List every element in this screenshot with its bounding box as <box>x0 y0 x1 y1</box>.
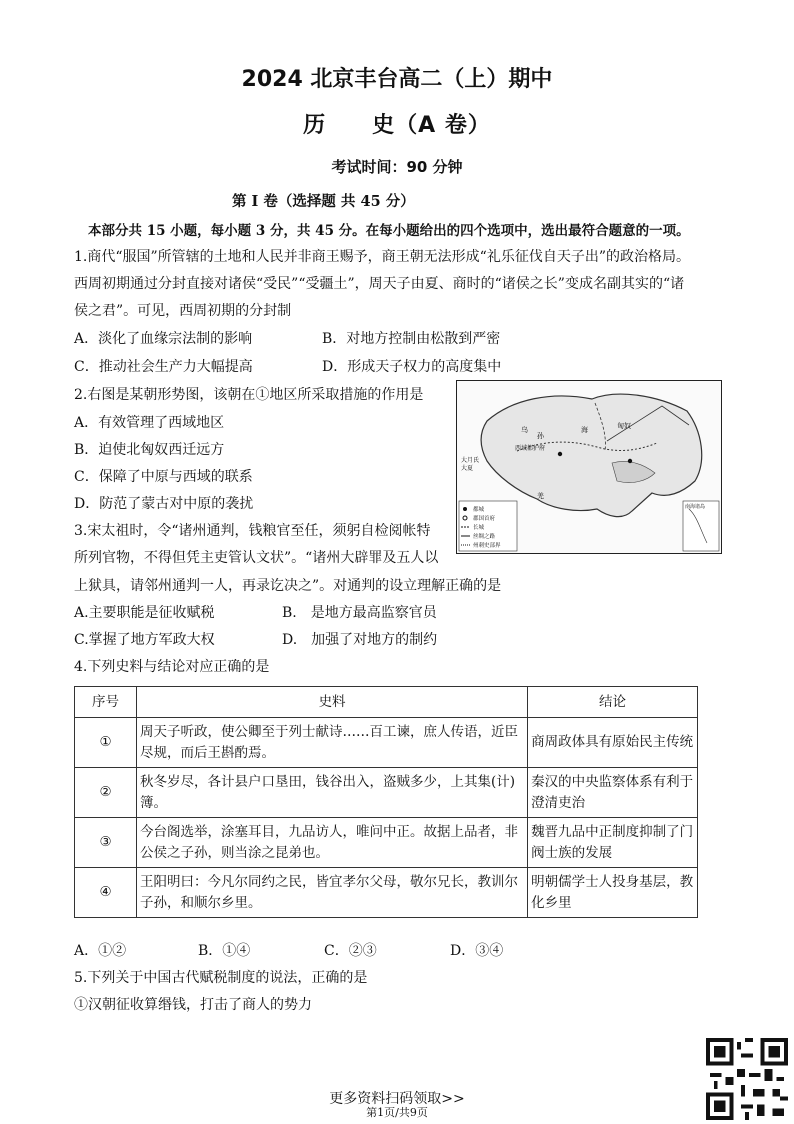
table-row <box>75 768 698 818</box>
part-heading: 第 I 卷（选择题 共 45 分） <box>232 193 415 210</box>
map-label-hai: 海 <box>581 426 588 434</box>
q3-option-c: C.掌握了地方军政大权 <box>74 632 215 648</box>
row-conclusion: 商周政体具有原始民主传统 <box>528 718 698 768</box>
q5-item-1: ①汉朝征收算缗钱，打击了商人的势力 <box>74 997 312 1013</box>
row-source: 秋冬岁尽，各计县户口垦田，钱谷出入，盗贼多少，上其集(计)簿。 <box>137 768 528 818</box>
header-conclusion: 结论 <box>528 687 698 718</box>
legend-great-wall: 长城 <box>473 525 485 531</box>
q4-option-c: C．②③ <box>324 943 377 959</box>
subject-title: 历 史（A 卷） <box>303 113 491 138</box>
legend-silk-road: 丝绸之路 <box>473 534 496 540</box>
q4-table <box>74 686 698 918</box>
inset-label: 南海诸岛 <box>685 504 706 510</box>
page-number: 第1页/共9页 <box>366 1106 428 1119</box>
q4-option-b: B．①④ <box>198 943 251 959</box>
map-label-duhufu: 西域都护府 <box>515 445 546 452</box>
instruction: 本部分共 15 小题，每小题 3 分，共 45 分。在每小题给出的四个选项中，选出最符合题意的一项。 <box>88 223 690 239</box>
q1-line-3: 侯之君”。可见，西周初期的分封制 <box>74 303 292 319</box>
q2-option-d: D．防范了蒙古对中原的袭扰 <box>74 496 254 512</box>
row-no: ② <box>75 768 137 818</box>
footer-more[interactable]: 更多资料扫码领取>> <box>329 1091 465 1107</box>
row-no: ③ <box>75 818 137 868</box>
q5-stem: 5.下列关于中国古代赋税制度的说法，正确的是 <box>74 970 368 986</box>
legend-boundary: 州刺史部界 <box>473 543 501 549</box>
q2-option-c: C．保障了中原与西域的联系 <box>74 469 253 485</box>
header-source: 史料 <box>137 687 528 718</box>
legend-capital: 都城 <box>473 507 485 513</box>
map-label-wu: 乌 <box>521 426 528 434</box>
q1-option-c: C．推动社会生产力大幅提高 <box>74 359 253 375</box>
q3-line-3: 上狱具，请邻州通判一人，再录讫决之”。对通判的设立理解正确的是 <box>74 578 502 594</box>
q2-option-a: A．有效管理了西域地区 <box>74 415 225 431</box>
q4-stem: 4.下列史料与结论对应正确的是 <box>74 659 270 675</box>
map-label-xiongnu: 匈奴 <box>617 422 631 430</box>
q2-option-b: B．迫使北匈奴西迁远方 <box>74 442 225 458</box>
q3-option-b: B. 是地方最高监察官员 <box>282 605 437 621</box>
map-label-qiang: 羌 <box>537 492 544 500</box>
q1-option-a: A．淡化了血缘宗法制的影响 <box>74 331 253 347</box>
table-row <box>75 718 698 768</box>
q1-option-b: B．对地方控制由松散到严密 <box>322 331 501 347</box>
q3-option-d: D. 加强了对地方的制约 <box>282 632 438 648</box>
row-conclusion: 秦汉的中央监察体系有利于澄清吏治 <box>528 768 698 818</box>
exam-time: 考试时间：90 分钟 <box>331 158 463 176</box>
map-label-sun: 孙 <box>537 432 544 440</box>
exam-title: 2024 北京丰台高二（上）期中 <box>241 67 553 92</box>
q3-line-1: 3.宋太祖时，令“诸州通判，钱粮官至任，须躬自检阅帐特 <box>74 523 431 539</box>
q2-stem: 2.右图是某朝形势图，该朝在①地区所采取措施的作用是 <box>74 387 424 403</box>
q4-option-d: D．③④ <box>450 943 504 959</box>
q3-option-a: A.主要职能是征收赋税 <box>74 605 215 621</box>
row-source: 王阳明曰：今凡尔同约之民，皆宜孝尔父母，敬尔兄长，教训尔子孙，和顺尔乡里。 <box>137 868 528 918</box>
row-no: ① <box>75 718 137 768</box>
row-no: ④ <box>75 868 137 918</box>
legend-prefecture: 郡国首府 <box>473 516 496 522</box>
row-source: 周天子听政，使公卿至于列士献诗……百工谏，庶人传语，近臣尽规，而后王斟酌焉。 <box>137 718 528 768</box>
row-source: 今台阁选举，涂塞耳目，九品访人，唯问中正。故据上品者，非公侯之子孙，则当涂之昆弟也。 <box>137 818 528 868</box>
map-label-daxia: 大夏 <box>461 465 474 472</box>
dynasty-map <box>456 380 722 554</box>
table-row <box>75 818 698 868</box>
map-label-dayuezhi: 大月氏 <box>461 457 480 464</box>
table-row <box>75 868 698 918</box>
row-conclusion: 明朝儒学士人投身基层，教化乡里 <box>528 868 698 918</box>
header-no: 序号 <box>75 687 137 718</box>
q4-option-a: A．①② <box>74 943 127 959</box>
q1-line-2: 西周初期通过分封直接对诸侯“受民”“受疆土”，周天子由夏、商时的“诸侯之长”变成名副其实的“诸 <box>74 276 685 292</box>
q3-line-2: 所列官物，不得但凭主吏管认文状”。“诸州大辟罪及五人以 <box>74 550 439 566</box>
table-header-row <box>75 687 698 718</box>
q1-option-d: D．形成天子权力的高度集中 <box>322 359 502 375</box>
row-conclusion: 魏晋九品中正制度抑制了门阀士族的发展 <box>528 818 698 868</box>
q1-line-1: 1.商代“服国”所管辖的土地和人民并非商王赐予，商王朝无法形成“礼乐征伐自天子出”的政治格局。 <box>74 249 690 265</box>
